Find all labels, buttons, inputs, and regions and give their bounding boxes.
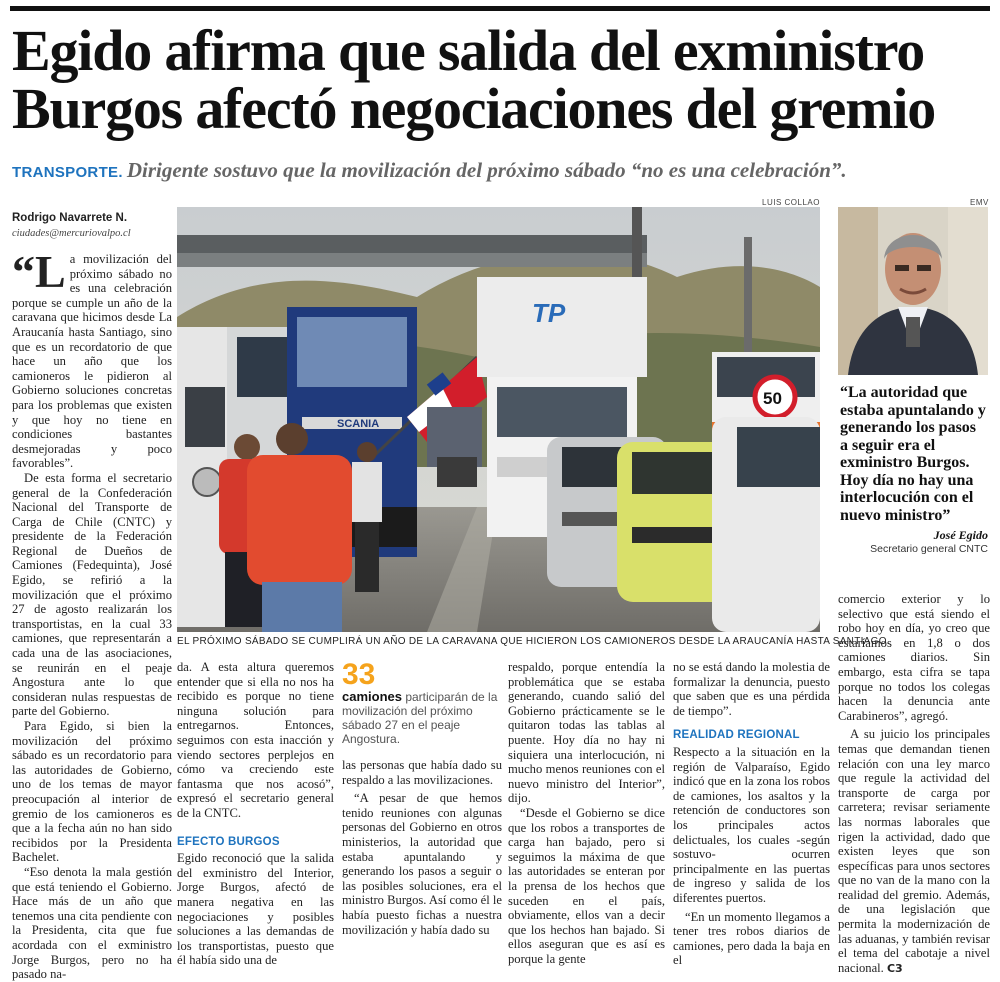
paragraph: Respecto a la situación en la región de Valparaíso, Egido indicó que en la zona los robos de camiones, los asaltos y la retención de conductores son los principales actos delictuales, los cuales -según sostuvo- ocurren principalmente en las puertas de ingreso y salida de los diferentes puertos. [673, 744, 830, 905]
stat-box [342, 660, 502, 746]
paragraph [838, 727, 990, 976]
photo-caption: EL PRÓXIMO SÁBADO SE CUMPLIRÁ UN AÑO DE LA CARAVANA QUE HICIERON LOS CAMIONEROS DESDE LA ARAUCANÍA HASTA SANTIAGO. [177, 636, 890, 647]
byline-author: Rodrigo Navarrete N. [12, 212, 128, 224]
paragraph: no se está dando la molestia de formalizar la denuncia, puesto que saben que es una pérdida de tiempo”. [673, 660, 830, 718]
pull-quote-author: José Egido [933, 528, 988, 542]
article-column-5 [673, 660, 830, 968]
stat-number: 33 [342, 658, 376, 691]
paragraph: comercio exterior y lo selectivo que está siendo el robo hoy en día, yo creo que estaríamos en 1,8 o dos camiones diarios. Sin embargo, esta cifra se tapa porque no todos los colegas hacen la denuncia ante Carabineros”, agregó. [838, 592, 990, 723]
article-column-6 [838, 592, 990, 976]
truck-brand-text: SCANIA [337, 418, 380, 430]
article-column-1 [12, 246, 172, 982]
end-mark-icon: C3 [886, 961, 903, 975]
pull-quote [840, 384, 988, 555]
stat-text: participarán de la movilización del próximo sábado 27 en el peaje Angostura. [342, 690, 498, 746]
highway-trucks-illustration [177, 207, 820, 632]
paragraph: Egido reconoció que la salida del exministro del Interior, Jorge Burgos, afectó de manera negativa en las negociaciones y posibles soluciones a las demandas de los transportistas, puesto que él había sido una de [177, 851, 334, 968]
paragraph: “A pesar de que hemos tenido reuniones con algunas personas del Gobierno en otros ministerios, la autoridad que estaba apuntalando y generando los pasos a seguir o las posibles soluciones, era el ministro Burgos. Así como él le había puesto fichas a nuestra movilización y había dado su [342, 791, 502, 937]
photo-credit: LUIS COLLAO [762, 198, 820, 207]
pull-quote-role: Secretario general CNTC [870, 543, 988, 555]
paragraph: “Eso denota la mala gestión que está teniendo el Gobierno. Hace más de un año que tenemos una cita pendiente con la Presidenta, cita que fue acordada con el exministro Jorge Burgos, pero no ha pasado na- [12, 864, 172, 982]
drop-cap: “L [12, 246, 66, 297]
paragraph: “Desde el Gobierno se dice que los robos a transportes de carga han bajado, pero si seguimos la máxima de que las autoridades se enteran por la prensa de los hechos que suceden en el país, obviamente, ellos van a decir que los hechos han bajado. Si ellos aseguran que es así es porque la gente [508, 805, 665, 966]
portrait-photo [838, 207, 988, 375]
stat-description [342, 690, 502, 746]
closing-text: A su juicio los principales temas que demandan tienen relación con una ley marco que regule la actividad del transporte de carga por carretera; revisar seriamente las normas laborales que rigen la actividad, dado que existen leyes que son específicas para unos sectores que no van de la mano con la realidad del gremio. Además, de una legislación que permita la modernización de las aduanas, y también revisar el tema del cabotaje a nivel nacional. [838, 727, 990, 975]
subhead-efecto-burgos: EFECTO BURGOS [177, 835, 280, 848]
portrait-illustration [838, 207, 988, 375]
paragraph: da. A esta altura queremos entender que si ella no nos ha recibido es porque no tiene ninguna solución para entregarnos. Entonces, seguimos con esta inacción y viendo sectores perplejos en cómo va creciendo este fantasma que nos acosó”, expresó el secretario general de la CNTC. [177, 660, 334, 820]
portrait-credit: EMV [970, 198, 989, 207]
deck-text: Dirigente sostuvo que la movilización del próximo sábado “no es una celebración”. [126, 158, 847, 182]
headline [12, 18, 992, 141]
paragraph: las personas que había dado su respaldo a las movilizaciones. [342, 758, 502, 787]
subhead-realidad-regional: REALIDAD REGIONAL [673, 729, 800, 742]
lead-text: a movilización del próximo sábado no es una celebración porque se cumple un año de la caravana que hicimos desde La Araucanía hasta Santiago, sino que es un recordatorio de que hace un año que los camioneros le pidieron al Gobierno soluciones concretas para los problemas que existen y que hoy no tiene en condiciones bastantes desmejoradas y poco favorables”. [12, 252, 172, 471]
article-column-3 [342, 660, 502, 937]
byline-email: ciudades@mercuriovalpo.cl [12, 228, 131, 239]
headline-line-2: Burgos afectó negociaciones del gremio [12, 76, 936, 141]
stat-label: camiones [342, 689, 402, 704]
speed-sign-text: 50 [763, 389, 782, 408]
deck [12, 158, 992, 183]
pull-quote-text: “La autoridad que estaba apuntalando y generando los pasos a seguir era el exministro Burgos. Hoy día no hay una interlocución con el nuevo ministro” [840, 384, 986, 524]
lead-paragraph [12, 246, 172, 471]
paragraph: De esta forma el secretario general de la Confederación Nacional del Transporte de Carga de Chile (CNTC) y presidente de la Federación Regional de Dueños de Camiones (Fedequinta), José Egido, se refirió a la movilización que el próximo 27 de agosto realizarán los transportistas, en la cual 33 camiones, que representarán a cada una de las asociaciones, se reunirán en el peaje Angostura ante lo que consideran nulas respuestas de parte del Gobierno. [12, 470, 172, 719]
paragraph: Para Egido, si bien la movilización del próximo sábado es un recordatorio para las autoridades de Gobierno, uno de los temas de mayor preocupación al interior de gremio de los camioneros es que a la fecha aún no han sido recibidos por la Presidenta Bachelet. [12, 719, 172, 865]
paragraph: respaldo, porque entendía la problemática que se estaba generando, cuando salió del Gobierno prácticamente se le quitaron todas las tablas al puente. Hoy día no hay ni siquiera una interlocución, ni mucho menos reuniones con el nuevo ministro del Interior”, dijo. [508, 660, 665, 806]
article-column-4 [508, 660, 665, 966]
headline-line-1: Egido afirma que salida del exministro [12, 18, 924, 83]
section-label: TRANSPORTE. [12, 164, 123, 181]
article-column-2 [177, 660, 334, 968]
main-photo [177, 207, 820, 632]
top-rule [10, 6, 990, 11]
paragraph: “En un momento llegamos a tener tres robos diarios de camiones, pero dada la baja en el [673, 909, 830, 968]
truck-logo-text: TP [532, 298, 566, 328]
